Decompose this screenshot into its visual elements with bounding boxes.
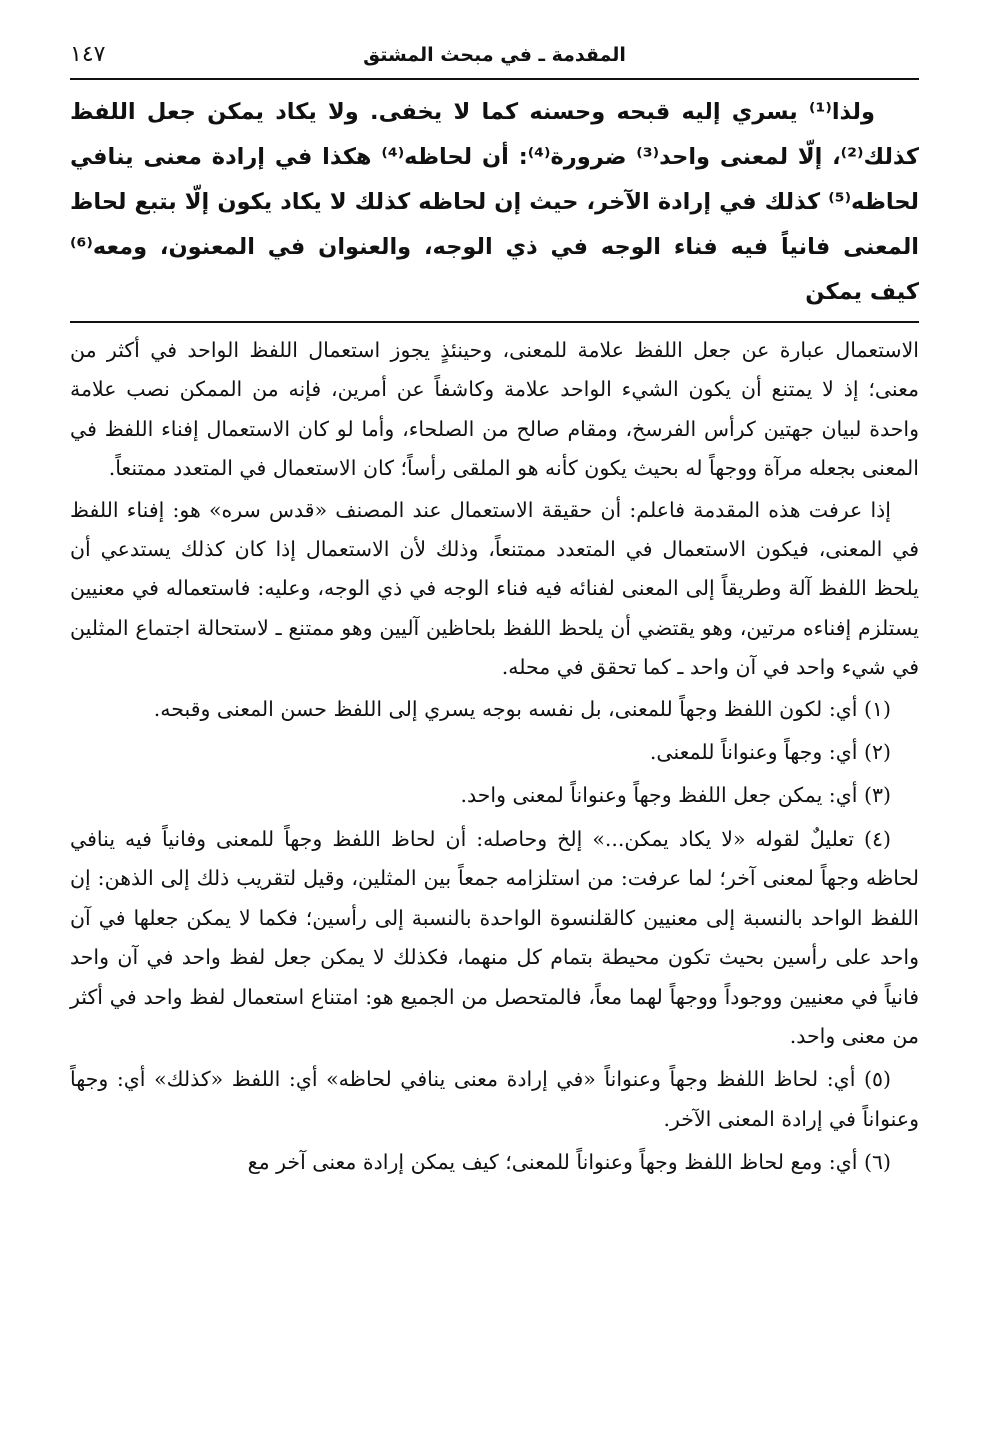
footnote-4: (٤) تعليلٌ لقوله «لا يكاد يمكن...» إلخ وحاصله: أن لحاظ اللفظ وجهاً للمعنى وفانياً فيه ينافي لحاظه وجهاً لمعنى آخر؛ لما عرفت: من استلزامه جمعاً بين المثلين، وقيل لتقريب ذلك إلى الذهن: إن اللفظ الواحد بالنسبة إلى معنيين كالقلنسوة الواحدة بالنسبة إلى رأسين؛ فكما لا يمكن جعلها في آن واحد على رأسين بحيث تكون محيطة بتمام كل منهما، فكذلك لا يمكن جعل لفظ واحد في آن واحد فانياً في معنيين ووجوداً ووجهاً لهما معاً، فالمتحصل من الجميع هو: امتناع استعمال لفظ واحد في أكثر من معنى واحد. [70, 826, 919, 1048]
commentary-block [70, 331, 919, 688]
commentary-paragraph-2: إذا عرفت هذه المقدمة فاعلم: أن حقيقة الاستعمال عند المصنف «قدس سره» هو: إفناء اللفظ في المعنى، فيكون الاستعمال في المتعدد ممتنعاً، وذلك لأن الاستعمال إذا كان كذلك يستدعي أن يلحظ اللفظ آلة وطريقاً إلى المعنى لفنائه فيه فناء الوجه في ذي الوجه، وعليه: فاستعماله في معنيين يستلزم إفناءه مرتين، وهو يقتضي أن يلحظ اللفظ بلحاظين آليين وهو ممتنع ـ لاستحالة اجتماع المثلين في شيء واحد في آن واحد ـ كما تحقق في محله. [70, 497, 919, 680]
footnote-6: (٦) أي: ومع لحاظ اللفظ وجهاً وعنواناً للمعنى؛ كيف يمكن إرادة معنى آخر مع [247, 1150, 891, 1175]
book-page [70, 38, 919, 1434]
footnote-5: (٥) أي: لحاظ اللفظ وجهاً وعنواناً «في إرادة معنى ينافي لحاظه» أي: اللفظ «كذلك» أي: وجهاً وعنواناً في إرادة المعنى الآخر. [70, 1067, 919, 1131]
text-separator-line [70, 321, 919, 323]
commentary-paragraph-1: الاستعمال عبارة عن جعل اللفظ علامة للمعنى، وحينئذٍ يجوز استعمال اللفظ الواحد في أكثر من معنى؛ إذ لا يمتنع أن يكون الشيء الواحد علامة وكاشفاً عن أمرين، فإنه من الممكن نصب علامة واحدة لبيان جهتين كرأس الفرسخ، ومقام صالح من الصلحاء، وأما لو كان الاستعمال إفناء اللفظ في المعنى بجعله مرآة ووجهاً له بحيث يكون كأنه هو الملقى رأساً؛ كان الاستعمال في المتعدد ممتنعاً. [70, 338, 919, 481]
main-text-block [70, 90, 919, 315]
page-number: ١٤٧ [70, 42, 106, 67]
running-title: المقدمة ـ في مبحث المشتق [363, 44, 626, 66]
footnote-1: (١) أي: لكون اللفظ وجهاً للمعنى، بل نفسه بوجه يسري إلى اللفظ حسن المعنى وقبحه. [153, 696, 891, 721]
footnote-2: (٢) أي: وجهاً وعنواناً للمعنى. [649, 740, 891, 765]
footnote-3: (٣) أي: يمكن جعل اللفظ وجهاً وعنواناً لمعنى واحد. [460, 783, 891, 808]
running-head [70, 38, 919, 80]
footnotes-block [70, 690, 919, 1183]
main-text-paragraph: ولذا⁽¹⁾ يسري إليه قبحه وحسنه كما لا يخفى. ولا يكاد يمكن جعل اللفظ كذلك⁽²⁾، إلّا لمعنى واحد⁽³⁾ ضرورة⁽⁴⁾: أن لحاظه⁽⁴⁾ هكذا في إرادة معنى ينافي لحاظه⁽⁵⁾ كذلك في إرادة الآخر، حيث إن لحاظه كذلك لا يكاد يكون إلّا بتبع لحاظ المعنى فانياً فيه فناء الوجه في ذي الوجه، والعنوان في المعنون، ومعه⁽⁶⁾ كيف يمكن [70, 99, 919, 305]
